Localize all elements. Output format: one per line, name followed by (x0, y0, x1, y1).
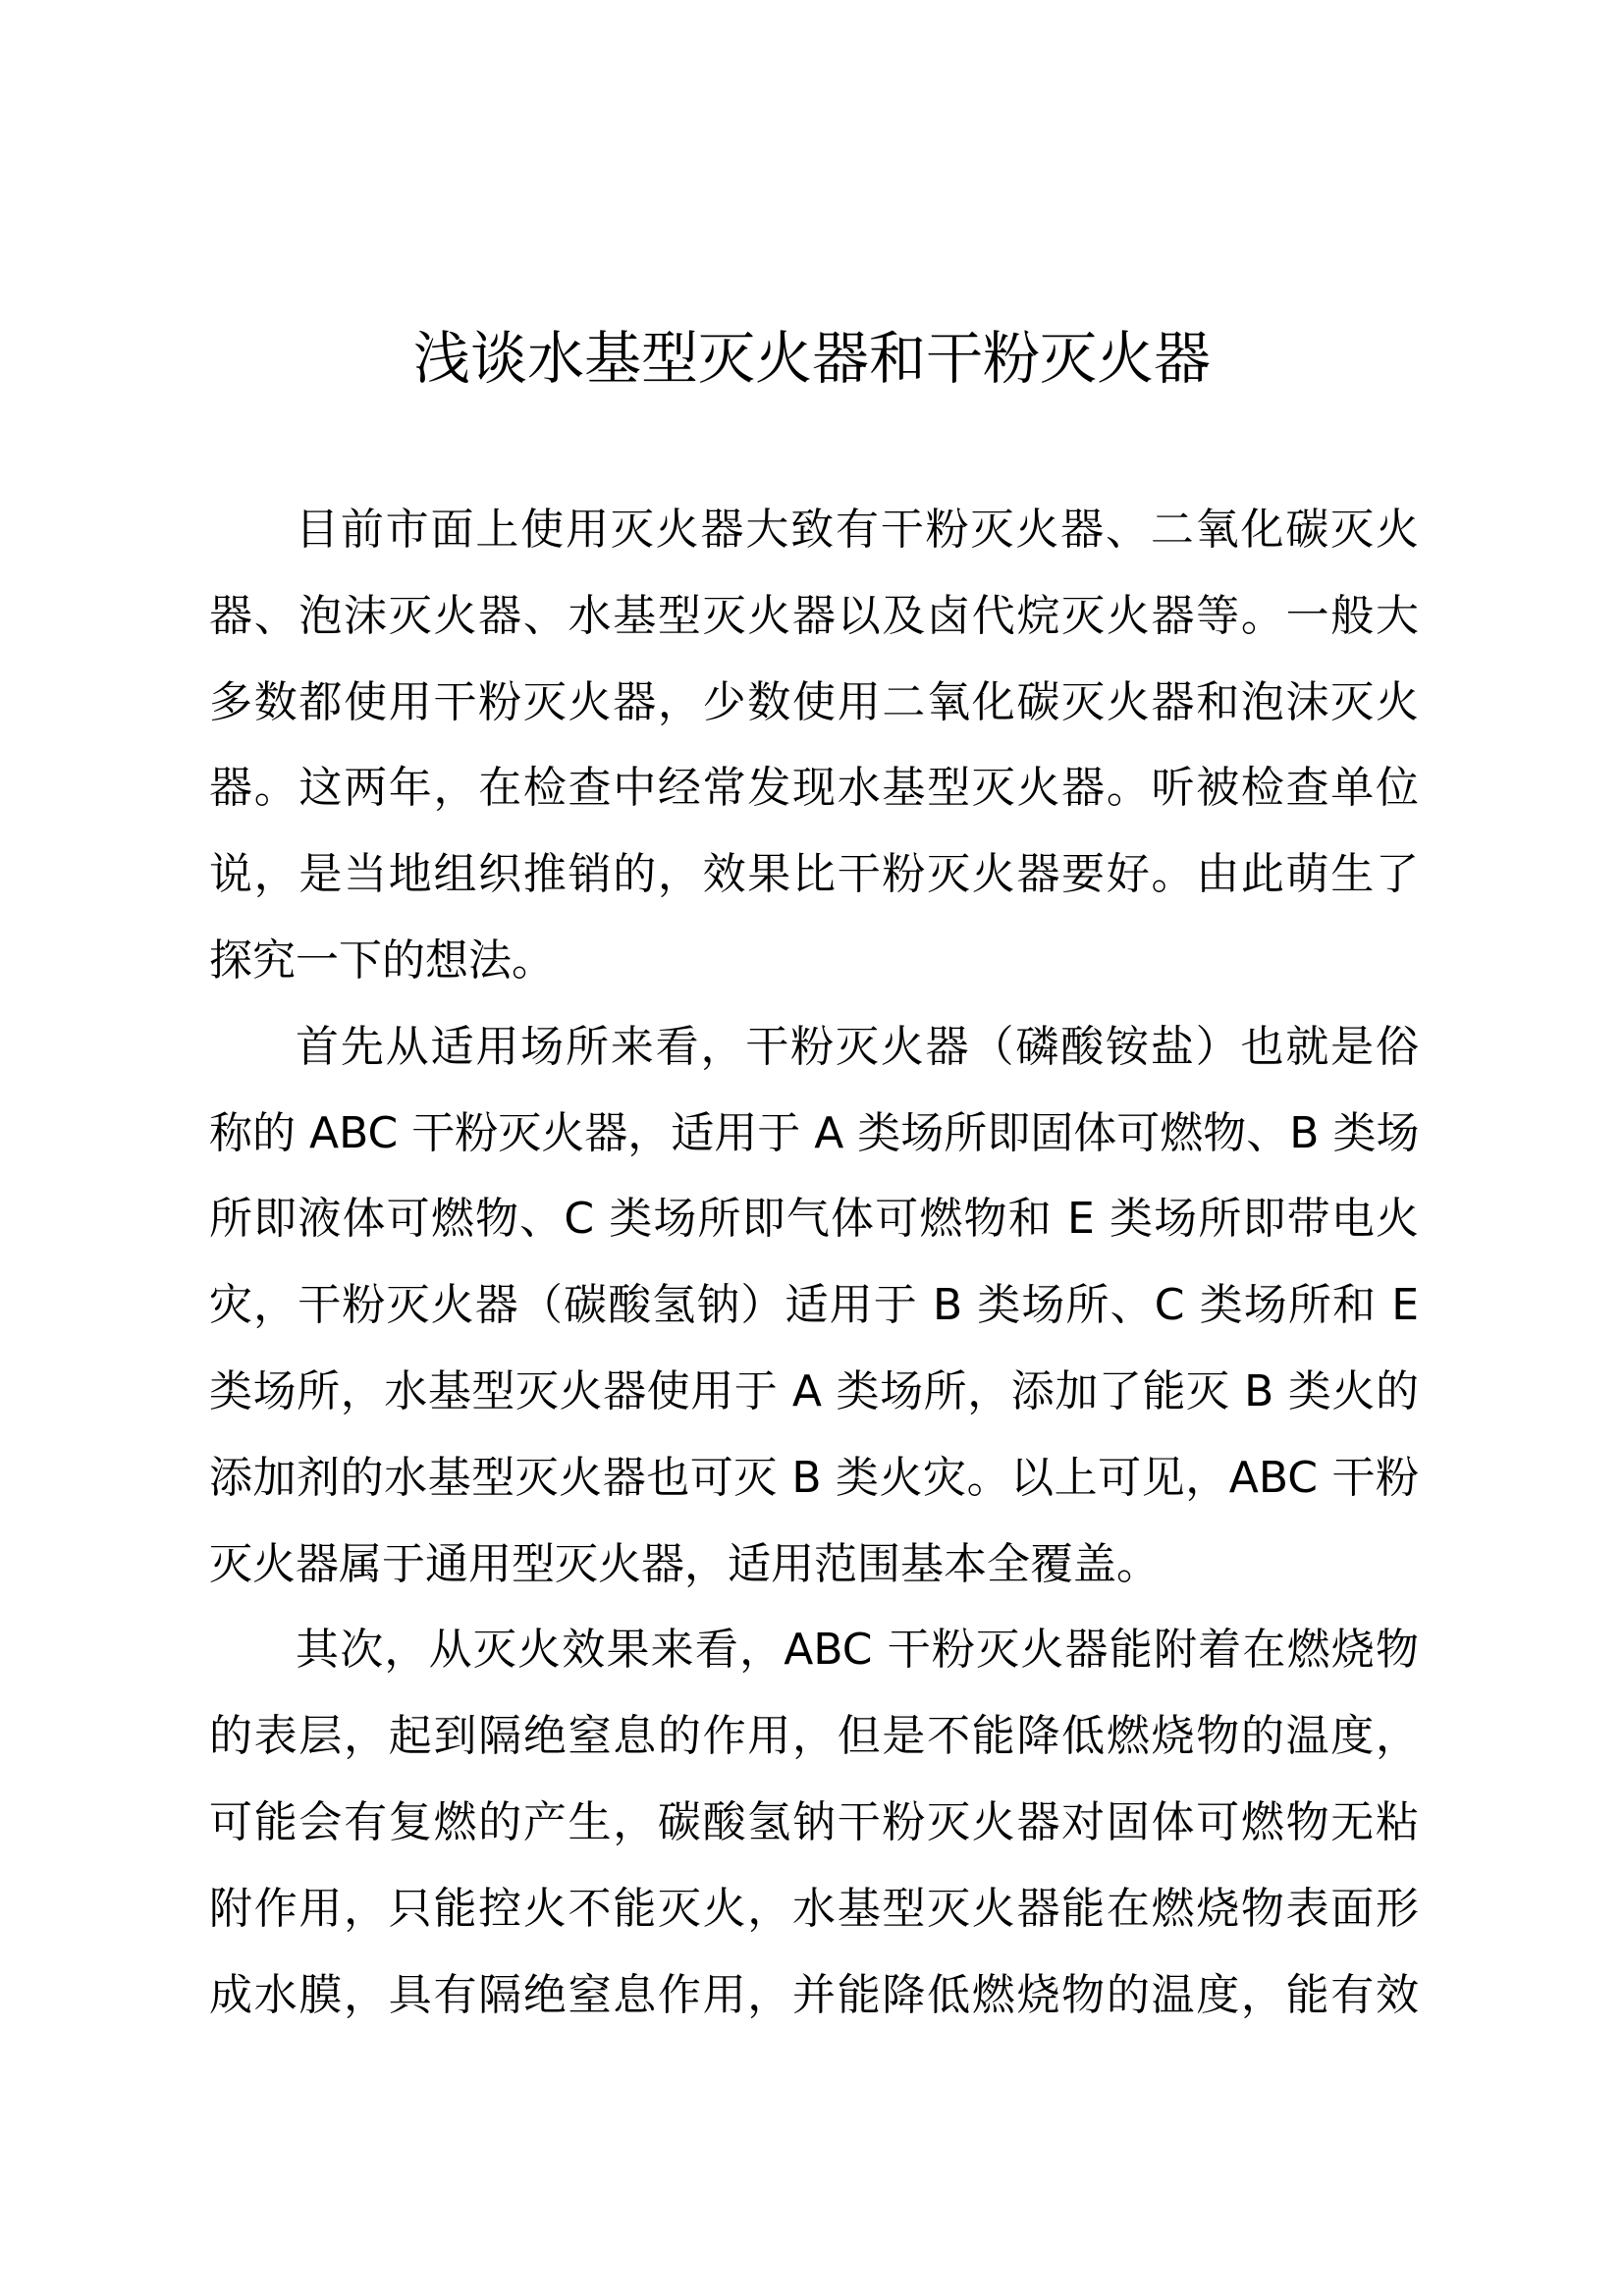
document-body (209, 487, 1419, 2038)
text-line: 其次，从灭火效果来看，ABC 干粉灭火器能附着在燃烧物 (296, 1625, 1419, 1676)
text-line: 说，是当地组织推销的，效果比干粉灭火器要好。由此萌生了 (209, 849, 1419, 900)
text-line: 的表层，起到隔绝窒息的作用，但是不能降低燃烧物的温度， (209, 1711, 1419, 1762)
text-line: 探究一下的想法。 (209, 934, 555, 986)
text-line: 称的 ABC 干粉灭火器，适用于 A 类场所即固体可燃物、B 类场 (209, 1107, 1420, 1158)
text-line: 首先从适用场所来看，干粉灭火器（磷酸铵盐）也就是俗 (296, 1021, 1419, 1072)
paragraph-1 (209, 487, 1419, 1004)
text-line: 添加剂的水基型灭火器也可灭 B 类火灾。以上可见，ABC 干粉 (209, 1452, 1419, 1503)
text-line: 附作用，只能控火不能灭火，水基型灭火器能在燃烧物表面形 (209, 1883, 1419, 1934)
text-line: 灾，干粉灭火器（碳酸氢钠）适用于 B 类场所、C 类场所和 E (209, 1280, 1419, 1331)
paragraph-2 (209, 1004, 1419, 1608)
text-line: 所即液体可燃物、C 类场所即气体可燃物和 E 类场所即带电火 (209, 1194, 1419, 1245)
text-line: 成水膜，具有隔绝窒息作用，并能降低燃烧物的温度，能有效 (209, 1969, 1419, 2020)
text-line: 多数都使用干粉灭火器，少数使用二氧化碳灭火器和泡沫灭火 (209, 676, 1419, 727)
paragraph-3 (209, 1607, 1419, 2038)
document-title: 浅谈水基型灭火器和干粉灭火器 (412, 325, 1211, 392)
text-line: 可能会有复燃的产生，碳酸氢钠干粉灭火器对固体可燃物无粘 (209, 1796, 1419, 1847)
text-line: 灭火器属于通用型灭火器，适用范围基本全覆盖。 (209, 1538, 1160, 1589)
text-line: 目前市面上使用灭火器大致有干粉灭火器、二氧化碳灭火 (296, 505, 1419, 555)
text-line: 类场所，水基型灭火器使用于 A 类场所，添加了能灭 B 类火的 (209, 1365, 1419, 1416)
text-line: 器。这两年，在检查中经常发现水基型灭火器。听被检查单位 (209, 763, 1419, 814)
text-line: 器、泡沫灭火器、水基型灭火器以及卤代烷灭火器等。一般大 (209, 590, 1419, 641)
